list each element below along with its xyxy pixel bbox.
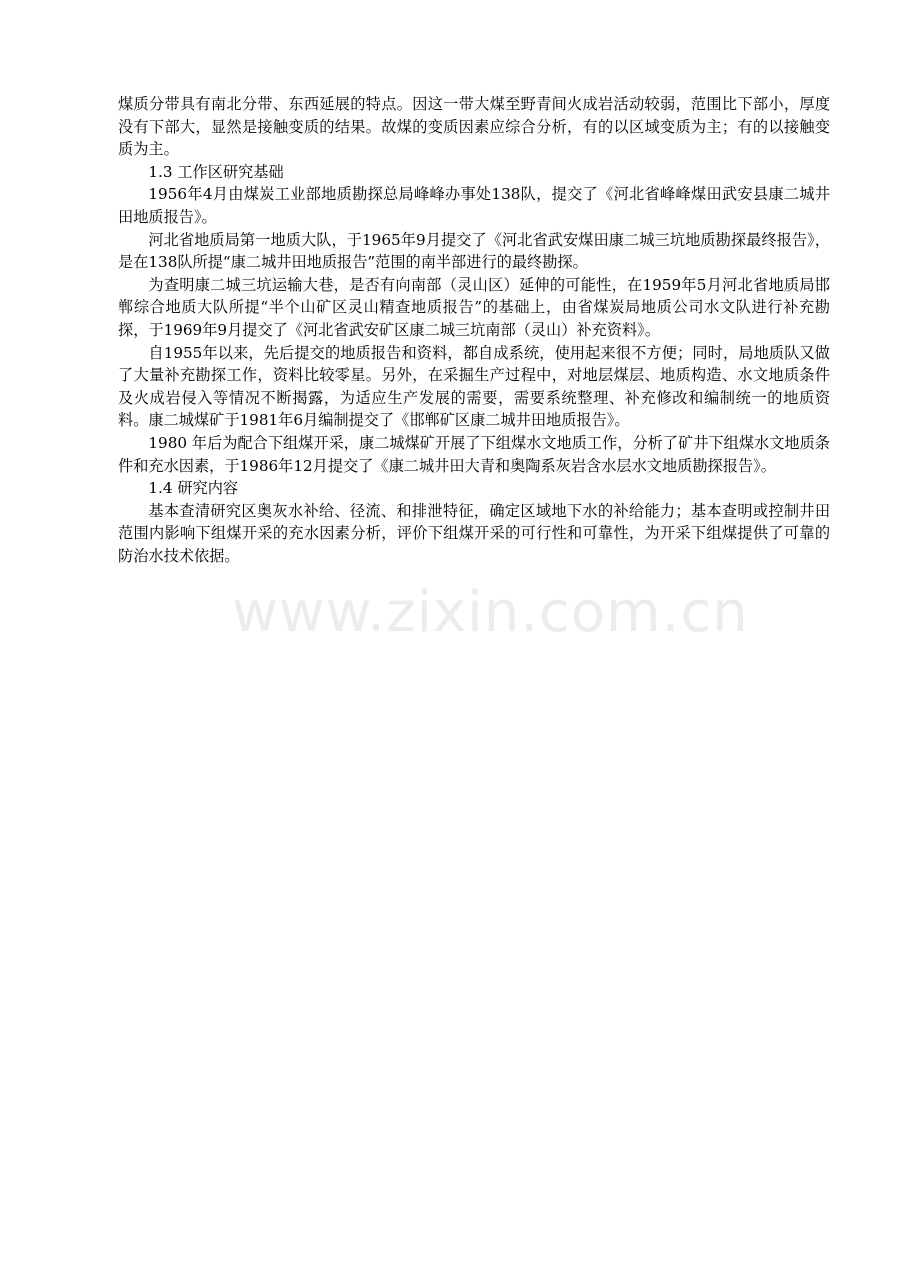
paragraph-1965-report: 河北省地质局第一地质大队，于1965年9月提交了《河北省武安煤田康二城三坑地质勘探最终报告》，是在138队所提“康二城井田地质报告”范围的南半部进行的最终勘探。 (118, 230, 830, 272)
document-body (118, 93, 830, 567)
paragraph-1981-report: 自1955年以来，先后提交的地质报告和资料，都自成系统，使用起来很不方便；同时，局地质队又做了大量补充勘探工作，资料比较零星。另外，在采掘生产过程中，对地层煤层、地质构造、水文地质条件及火成岩侵入等情况不断揭露，为适应生产发展的需要，需要系统整理、补充修改和编制统一的地质资料。康二城煤矿于1981年6月编制提交了《邯郸矿区康二城井田地质报告》。 (118, 343, 830, 430)
section-heading-1-3: 1.3 工作区研究基础 (148, 162, 284, 181)
paragraph-coal-quality-zoning: 煤质分带具有南北分带、东西延展的特点。因这一带大煤至野青间火成岩活动较弱，范围比下部小，厚度没有下部大，显然是接触变质的结果。故煤的变质因素应综合分析，有的以区域变质为主；有的以接触变质为主。 (118, 95, 830, 159)
paragraph-1986-report: 1980 年后为配合下组煤开采，康二城煤矿开展了下组煤水文地质工作，分析了矿井下组煤水文地质条件和充水因素，于1986年12月提交了《康二城井田大青和奥陶系灰岩含水层水文地质勘探报告》。 (118, 433, 830, 475)
watermark-text: www.zixin.com.cn (232, 580, 749, 645)
paragraph-research-content: 基本查清研究区奥灰水补给、径流、和排泄特征，确定区域地下水的补给能力；基本查明或控制井田范围内影响下组煤开采的充水因素分析，评价下组煤开采的可行性和可靠性，为开采下组煤提供了可靠的防治水技术依据。 (118, 501, 830, 565)
paragraph-1969-supplement: 为查明康二城三坑运输大巷，是否有向南部（灵山区）延伸的可能性，在1959年5月河北省地质局邯郸综合地质大队所提“半个山矿区灵山精查地质报告”的基础上，由省煤炭局地质公司水文队进行补充勘探，于1969年9月提交了《河北省武安矿区康二城三坑南部（灵山）补充资料》。 (118, 275, 830, 339)
section-heading-1-4: 1.4 研究内容 (148, 479, 239, 498)
paragraph-1956-report: 1956年4月由煤炭工业部地质勘探总局峰峰办事处138队，提交了《河北省峰峰煤田武安县康二城井田地质报告》。 (118, 185, 830, 226)
